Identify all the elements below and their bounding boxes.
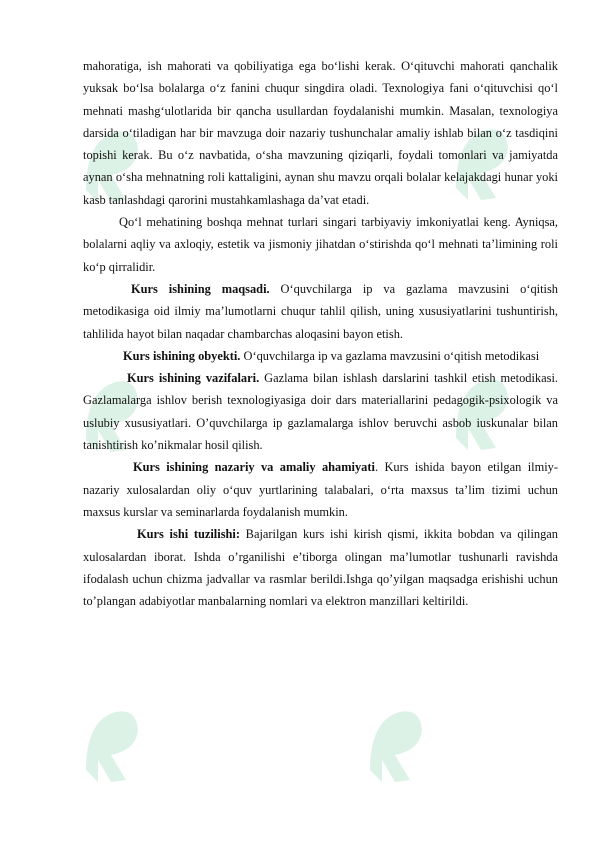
paragraph-object bbox=[83, 345, 558, 367]
paragraph-text: O‘quvchilarga ip va gazlama mavzusini o‘qitish metodikasiga oid ilmiy ma’lumotlarni chuqur tahlil qilish, uning xususiyatlarini tushuntirish, tahlilida hayot bilan naqadar chambarchas aloqasini bayon etish. bbox=[83, 281, 558, 341]
paragraph-text: Qo‘l mehatining boshqa mehnat turlari singari tarbiyaviy imkoniyatlai keng. Ayniqsa, bolalarni aqliy va axloqiy, estetik va jismoniy jihatdan o‘stirishda qo‘l mehnati ta’limining roli ko‘p qirralidir. bbox=[83, 215, 558, 274]
document-body bbox=[83, 55, 558, 612]
paragraph-text: . Kurs ishida bayon etilgan ilmiy-nazariy xulosalardan oliy o‘quv yurtlarining talabalari, o‘rta maxsus ta’lim tizimi uchun maxsus kurslar va seminarlarda foydalanish mumkin. bbox=[83, 460, 558, 519]
watermark-logo-icon bbox=[360, 700, 430, 790]
paragraph-intro bbox=[83, 55, 558, 211]
paragraph-structure bbox=[83, 523, 558, 612]
paragraph-text: Bajarilgan kurs ishi kirish qismi, ikkita bobdan va qilingan xulosalardan iborat. Ishda o’rganilishi e’tiborga olingan ma’lumotlar tushunarli ravishda ifodalash uchun chizma jadvallar va rasmlar berildi.Ishga qo’yilgan maqsadga erishishi uchun to’plangan adabiyotlar manbalarning nomlari va elektron manzillari keltirildi. bbox=[83, 527, 558, 609]
paragraph-text: O‘quvchilarga ip va gazlama mavzusini o‘qitish metodikasi bbox=[240, 348, 540, 363]
paragraph-significance bbox=[83, 456, 558, 523]
paragraph-text: mahoratiga, ish mahorati va qobiliyatiga ega bo‘lishi kerak. O‘qituvchi mahorati qanchalik yuksak bo‘lsa bolalarga o‘z fanini chuqur singdira oladi. Texnologiya fani o‘qituvchisi qo‘l mehnati mashg‘ulotlarida bir qancha usullardan foydalanishi mumkin. Masalan, texnologiya darsida o‘tiladigan har bir mavzuga doir nazariy tushunchalar amaliy ishlab bilan o‘z tasdiqini topishi kerak. Bu o‘z navbatida, o‘sha mavzuning qiziqarli, foydali tomonlari va jamiyatda aynan o‘sha mehnatning roli kattaligini, aynan shu mavzu orqali bolalar kelajakdagi hunar yoki kasb tanlashdagi qarorini mustahkamlashaga da’vat etadi. bbox=[83, 59, 558, 207]
section-heading: Kurs ishining maqsadi. bbox=[131, 281, 270, 296]
section-heading: Kurs ishi tuzilishi: bbox=[137, 527, 240, 542]
watermark-logo-icon bbox=[76, 700, 146, 790]
paragraph-educational bbox=[83, 211, 558, 278]
section-heading: Kurs ishining vazifalari. bbox=[127, 371, 260, 386]
section-heading: Kurs ishining nazariy va amaliy ahamiyati bbox=[133, 460, 375, 475]
paragraph-tasks bbox=[83, 367, 558, 456]
paragraph-text: Gazlama bilan ishlash darslarini tashkil etish metodikasi. Gazlamalarga ishlov berish texnologiyasiga doir dars materiallarini pedagogik-psixologik va uslubiy xususiyatlari. O’quvchilarga ip gazlamalarga ishlov beruvchi asbob iuskunalar bilan tanishtirish ko’nikmalar hosil qilish. bbox=[83, 371, 558, 453]
section-heading: Kurs ishining obyekti. bbox=[123, 348, 241, 363]
paragraph-goal bbox=[83, 278, 558, 345]
